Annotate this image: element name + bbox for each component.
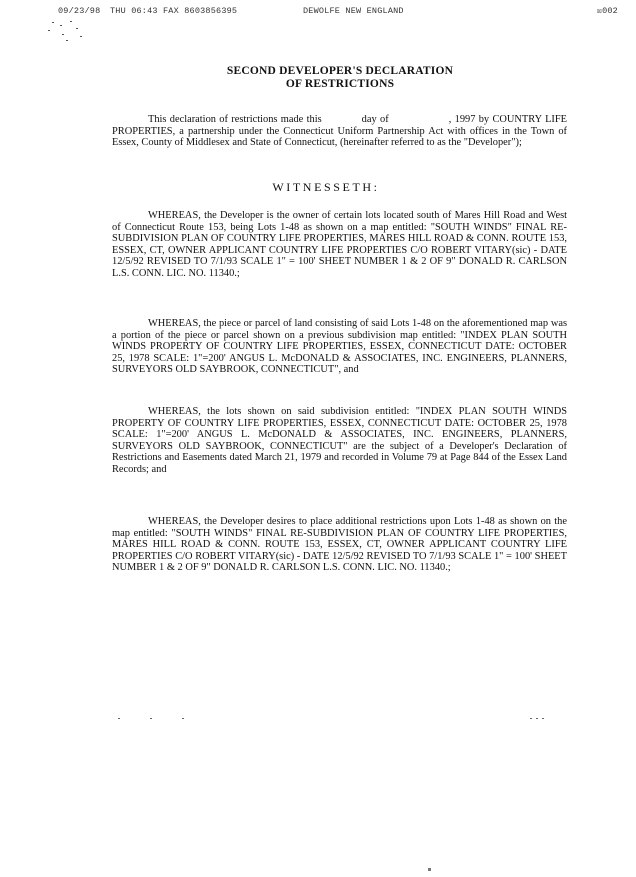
scan-artifact-mark [428,868,431,871]
whereas-paragraph-4: WHEREAS, the Developer desires to place additional restrictions upon Lots 1-48 as shown on the map entitled: "SOUTH WINDS" FINAL RE-SUBDIVISION PLAN OF COUNTRY LIFE PROPERTIES, MARES HILL ROAD & CONN. ROUTE 153, ESSEX, CT, OWNER APPLICANT COUNTRY LIFE PROPERTIES C/O ROBERT VITARY(sic) - DATE 12/5/92 REVISED TO 7/1/93 SCALE 1" = 100' SHEET NUMBER 1 & 2 OF 9" DONALD R. CARLSON L.S. CONN. LIC. NO. 11340.; [112,516,567,574]
scan-artifacts [110,718,550,722]
document-subtitle: OF RESTRICTIONS [285,78,395,90]
whereas-paragraph-3: WHEREAS, the lots shown on said subdivision entitled: "INDEX PLAN SOUTH WINDS PROPERTY OF COUNTRY LIFE PROPERTIES, ESSEX, CONNECTICUT DATE: OCTOBER 25, 1978 SCALE: 1"=200' ANGUS L. McDONALD & ASSOCIATES, INC. ENGINEERS, PLANNERS, SURVEYORS OLD SAYBROOK, CONNECTICUT" are the subject of a Developer's Declaration of Restrictions and Easements dated March 21, 1979 and recorded in Volume 79 at Page 844 of the Essex Land Records; and [112,406,567,475]
scan-specks [40,18,110,53]
whereas-paragraph-2: WHEREAS, the piece or parcel of land consisting of said Lots 1-48 on the aforementioned map was a portion of the piece or parcel shown on a previous subdivision map entitled: "INDEX PLAN SOUTH WINDS PROPERTY OF COUNTRY LIFE PROPERTIES, ESSEX, CONNECTICUT DATE: OCTOBER 25, 1978 SCALE: 1"=200' ANGUS L. McDONALD & ASSOCIATES, INC. ENGINEERS, PLANNERS, SURVEYORS OLD SAYBROOK, CONNECTICUT", and [112,318,567,376]
whereas-paragraph-1: WHEREAS, the Developer is the owner of certain lots located south of Mares Hill Road and West of Connecticut Route 153, being Lots 1-48 as shown on a map entitled: "SOUTH WINDS" FINAL RE-SUBDIVISION PLAN OF COUNTRY LIFE PROPERTIES, MARES HILL ROAD & CONN. ROUTE 153, ESSEX, CT, OWNER APPLICANT COUNTRY LIFE PROPERTIES C/O ROBERT VITARY(sic) - DATE 12/5/92 REVISED TO 7/1/93 SCALE 1" = 100' SHEET NUMBER 1 & 2 OF 9" DONALD R. CARLSON L.S. CONN. LIC. NO. 11340.; [112,210,567,279]
fax-sender: DEWOLFE NEW ENGLAND [303,6,404,16]
fax-time: THU 06:43 FAX 8603856395 [110,6,238,16]
fax-date: 09/23/98 [58,6,101,16]
document-title: SECOND DEVELOPER'S DECLARATION [226,65,454,77]
fax-header [58,6,618,18]
fax-page-number: ☒002 [596,6,618,16]
witnesseth-heading: WITNESSETH: [272,180,380,194]
intro-paragraph: This declaration of restrictions made this day of , 1997 by COUNTRY LIFE PROPERTIES, a partnership under the Connecticut Uniform Partnership Act with offices in the Town of Essex, County of Middlesex and State of Connecticut, (hereinafter referred to as the "Developer"); [112,114,570,149]
